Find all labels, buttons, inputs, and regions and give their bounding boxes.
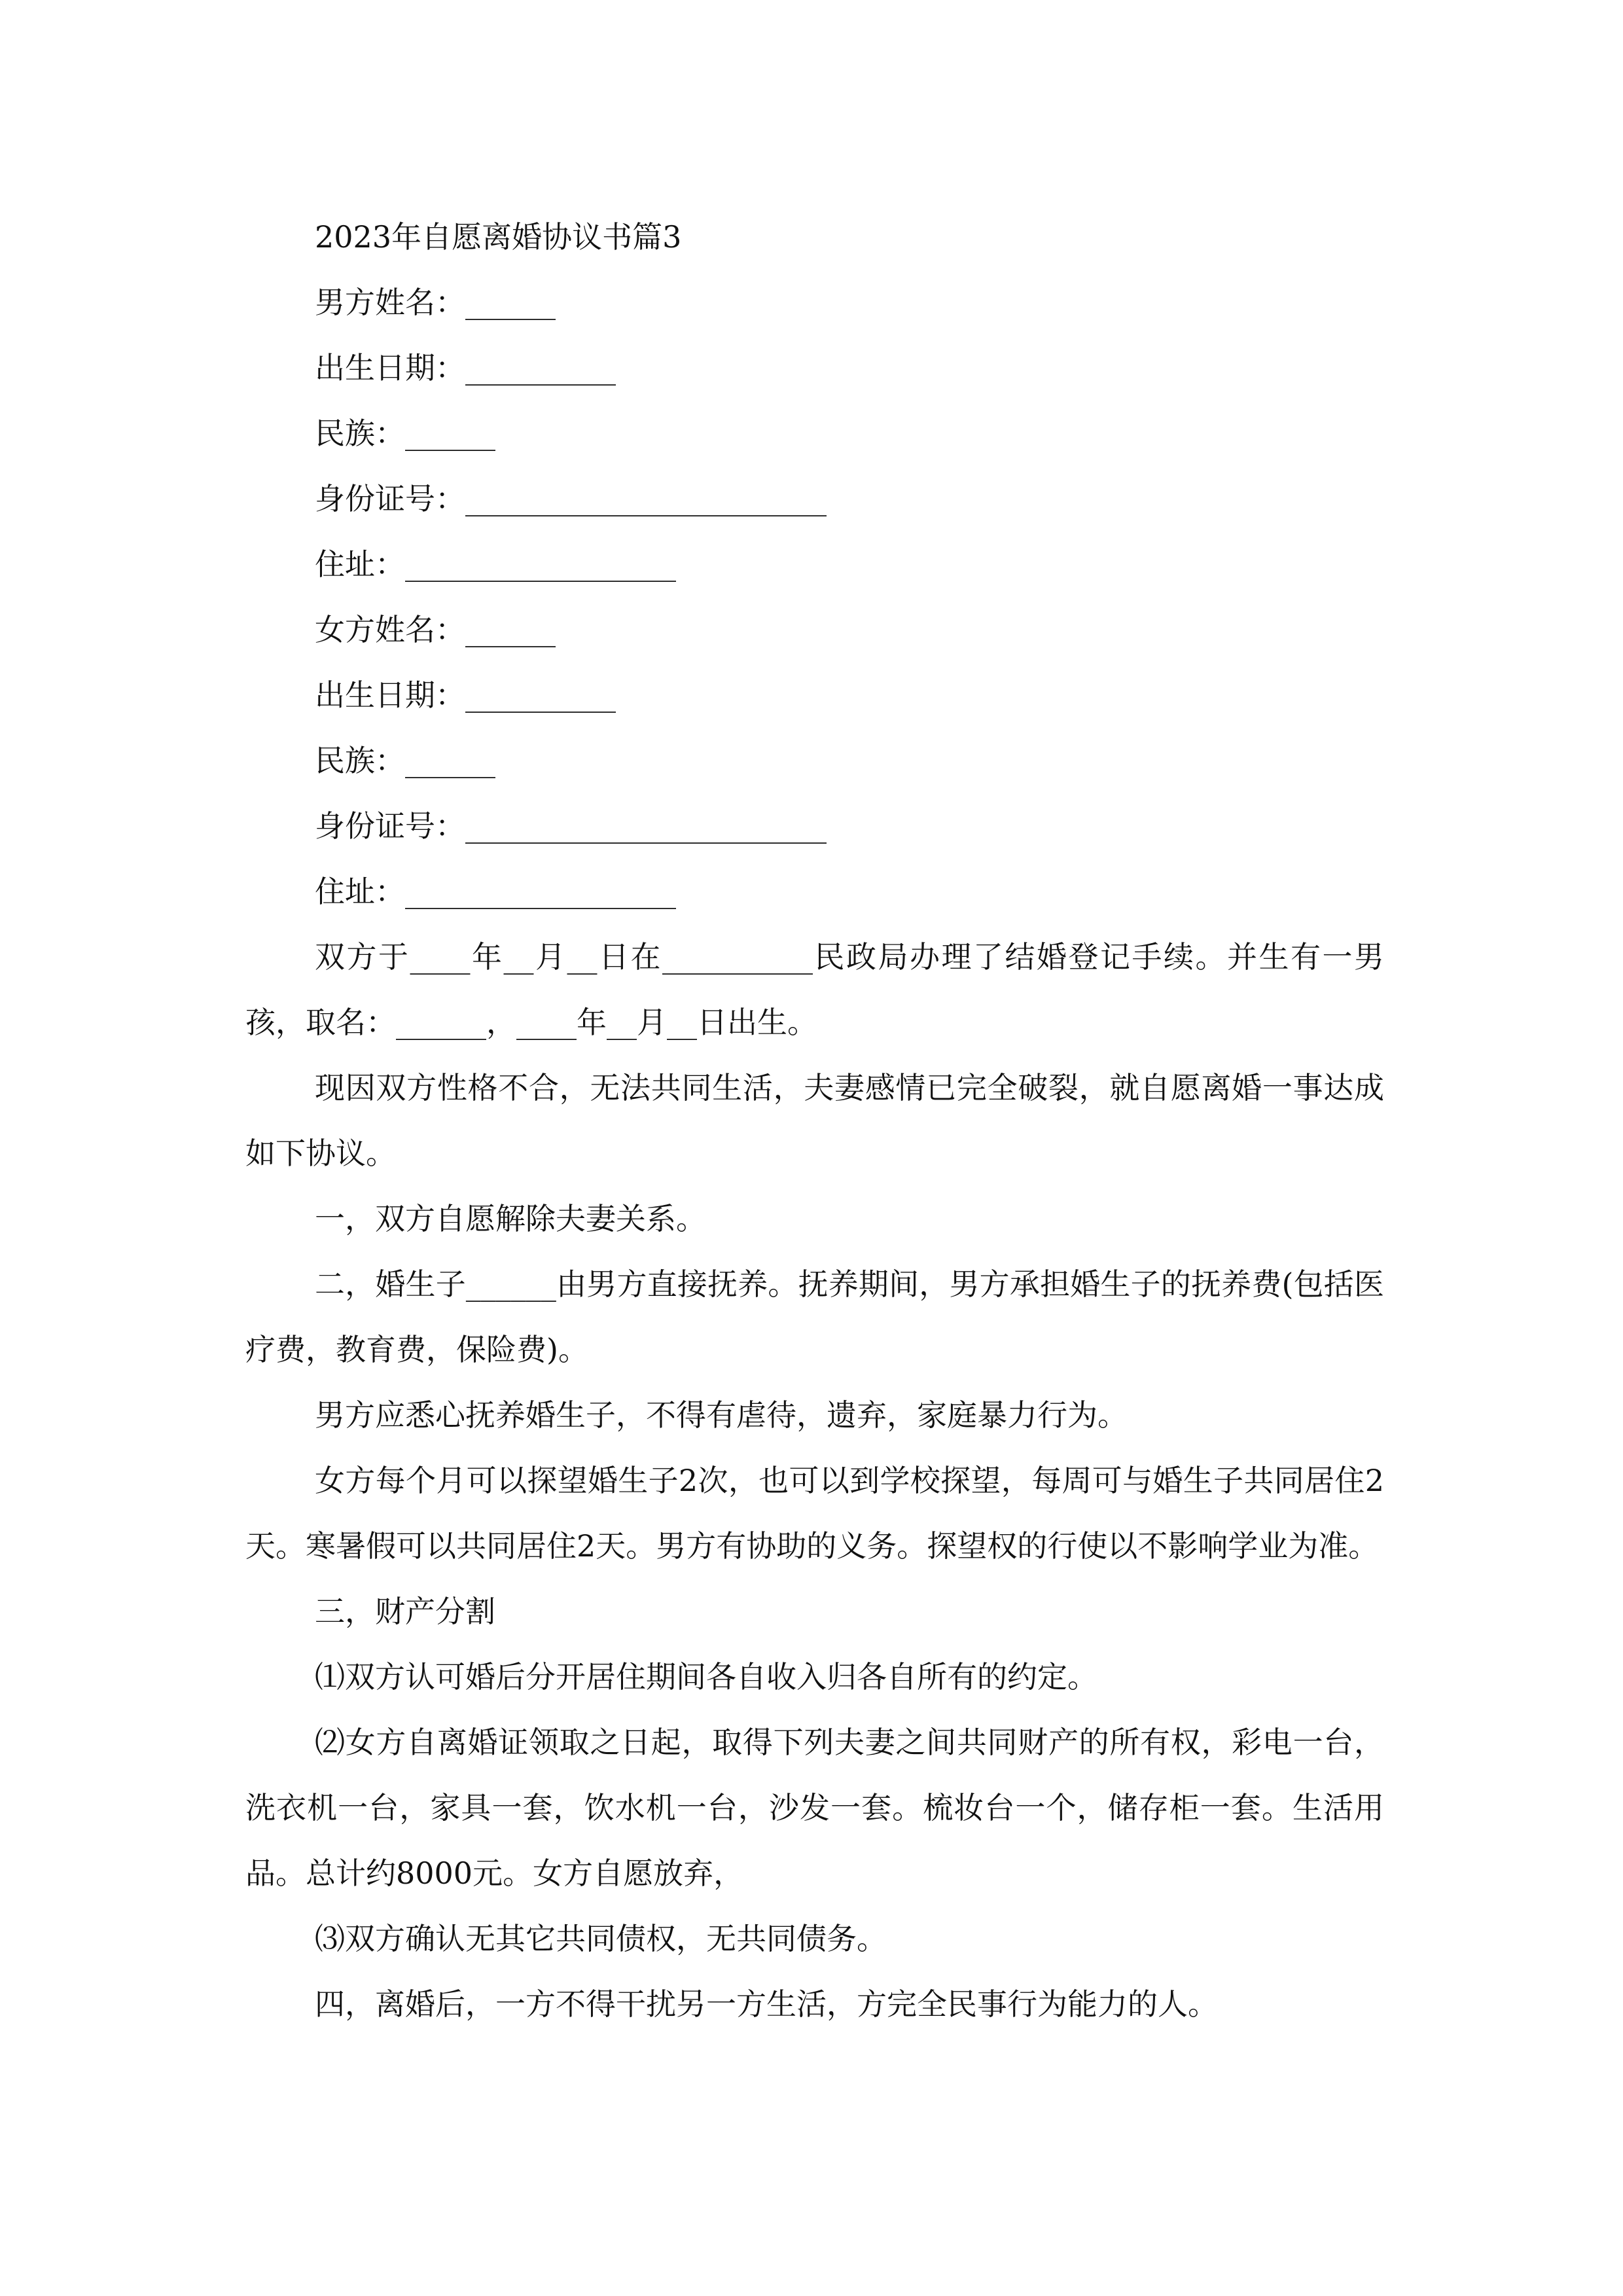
female-id-number-field: 身份证号：________________________ xyxy=(315,808,827,844)
female-address-field: 住址：__________________ xyxy=(315,874,676,909)
male-ethnicity-field: 民族：______ xyxy=(315,416,495,451)
clause-2-duty-paragraph: 男方应悉心抚养婚生子，不得有虐待，遗弃，家庭暴力行为。 xyxy=(315,1397,1128,1433)
clause-1-paragraph: 一，双方自愿解除夫妻关系。 xyxy=(315,1201,706,1236)
female-ethnicity-field: 民族：______ xyxy=(315,743,495,778)
male-id-number-field: 身份证号：________________________ xyxy=(315,481,827,516)
female-name-field: 女方姓名：______ xyxy=(315,612,556,647)
clause-3-item-3: ⑶双方确认无其它共同债权，无共同债务。 xyxy=(315,1921,887,1956)
clause-3-heading: 三，财产分割 xyxy=(315,1594,495,1629)
divorce-reason-paragraph: 现因双方性格不合，无法共同生活，夫妻感情已完全破裂，就自愿离婚一事达成如下协议。 xyxy=(245,1070,1384,1171)
female-birth-date-field: 出生日期：__________ xyxy=(315,677,616,713)
marriage-registration-paragraph: 双方于____年__月__日在__________民政局办理了结婚登记手续。并生有一男孩，取名：______，____年__月__日出生。 xyxy=(245,939,1384,1040)
clause-3-item-2: ⑵女方自离婚证领取之日起，取得下列夫妻之间共同财产的所有权，彩电一台，洗衣机一台，家具一套，饮水机一台，沙发一套。梳妆台一个，储存柜一套。生活用品。总计约8000元。女方自愿放弃， xyxy=(245,1725,1384,1891)
document-title: 2023年自愿离婚协议书篇3 xyxy=(315,219,682,255)
clause-4-paragraph: 四，离婚后，一方不得干扰另一方生活，方完全民事行为能力的人。 xyxy=(315,1986,1218,2022)
male-name-field: 男方姓名：______ xyxy=(315,285,556,320)
clause-2-custody-paragraph: 二，婚生子______由男方直接抚养。抚养期间，男方承担婚生子的抚养费(包括医疗费，教育费，保险费)。 xyxy=(245,1266,1384,1367)
document-body xyxy=(245,204,1384,2037)
clause-2-visitation-paragraph: 女方每个月可以探望婚生子2次，也可以到学校探望，每周可与婚生子共同居住2天。寒暑假可以共同居住2天。男方有协助的义务。探望权的行使以不影响学业为准。 xyxy=(245,1463,1384,1564)
clause-3-item-1: ⑴双方认可婚后分开居住期间各自收入归各自所有的约定。 xyxy=(315,1659,1097,1695)
male-address-field: 住址：__________________ xyxy=(315,547,676,582)
male-birth-date-field: 出生日期：__________ xyxy=(315,350,616,386)
